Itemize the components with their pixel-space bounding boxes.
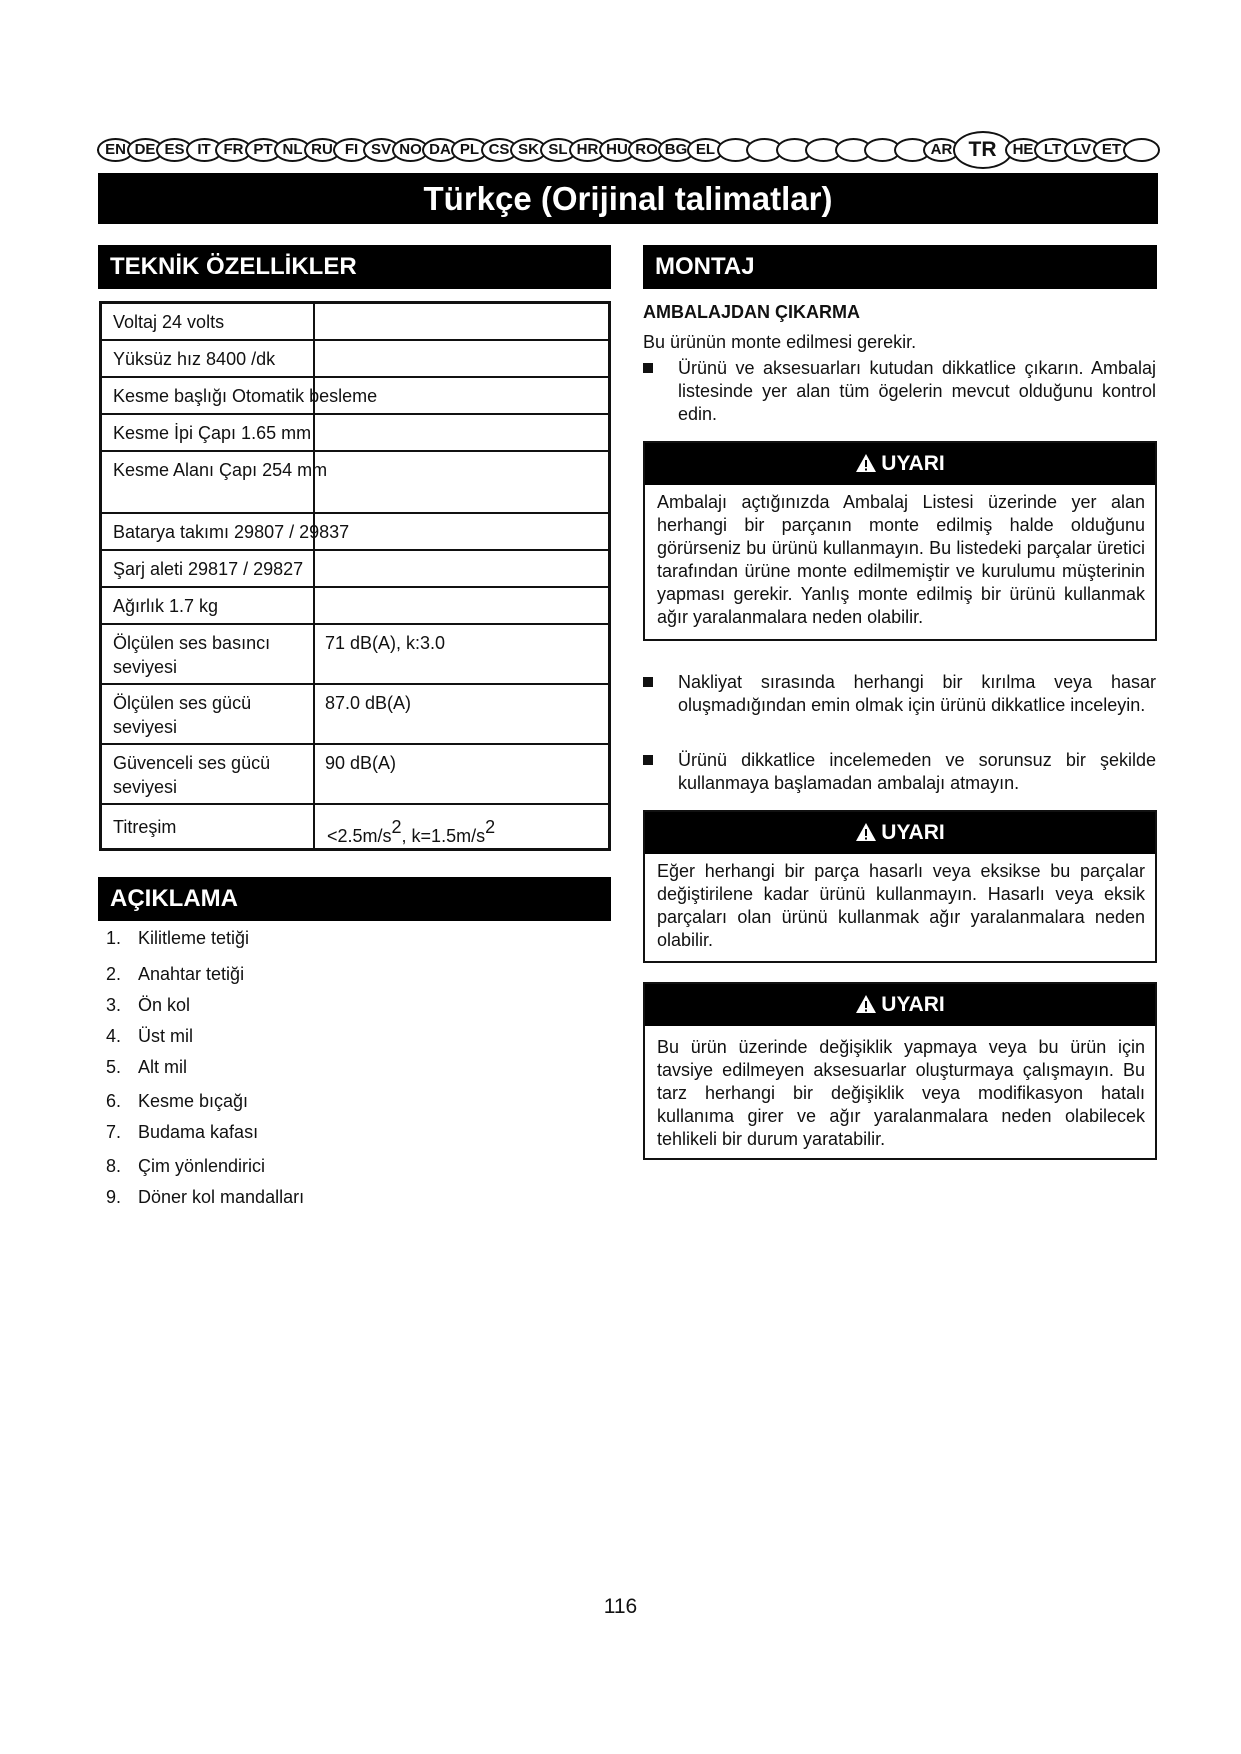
language-tab-sk[interactable]: SK [510, 138, 547, 162]
spec-label: Ölçülen ses gücü seviyesi [113, 693, 252, 737]
specs-heading: TEKNİK ÖZELLİKLER [98, 245, 611, 289]
intro-text: Bu ürünün monte edilmesi gerekir. [643, 332, 917, 352]
language-tab-nl[interactable]: NL [274, 138, 311, 162]
spec-row [102, 304, 608, 339]
spec-row [102, 683, 608, 743]
spec-row [102, 339, 608, 376]
page-title: Türkçe (Orijinal talimatlar) [98, 173, 1158, 224]
language-tab-en[interactable]: EN [97, 138, 134, 162]
warning-triangle-icon [855, 994, 877, 1014]
warning-header: UYARI [645, 812, 1155, 854]
spec-row [102, 413, 608, 450]
spec-value: 90 dB(A) [325, 753, 397, 773]
language-tab-hu[interactable]: HU [599, 138, 636, 162]
warning-header: UYARI [645, 984, 1155, 1026]
spec-value: 71 dB(A), k:3.0 [325, 633, 446, 653]
warning-triangle-icon [855, 822, 877, 842]
bullet-item: Ürünü dikkatlice incelemeden ve sorunsuz bir şekilde kullanmaya başlamadan ambalajı atmayın. [643, 749, 1156, 795]
language-tab-fi[interactable]: FI [333, 138, 370, 162]
language-tab-lv[interactable]: LV [1064, 138, 1101, 162]
warning-triangle-icon [855, 453, 877, 473]
spec-label: Titreşim [113, 817, 177, 837]
spec-text: Şarj aleti 29817 / 29827 [113, 559, 304, 579]
warning-text: Bu ürün üzerinde değişiklik yapmaya veya bu ürün için tavsiye edilmeyen aksesuarlar oluşturmaya çalışmayın. Bu tarz herhangi bir değişiklik veya modifikasyon hatalı kullanıma girer ve ağır yaralanmalara neden olabilecek tehlikeli bir durum yaratabilir. [657, 1037, 1145, 1149]
specs-table [99, 301, 611, 851]
warning-box [643, 441, 1157, 641]
spec-text: Kesme başlığı Otomatik besleme [113, 386, 378, 406]
unpacking-subheading: AMBALAJDAN ÇIKARMA [643, 302, 860, 322]
spec-label: Ölçülen ses basıncı seviyesi [113, 633, 271, 677]
warning-text: Eğer herhangi bir parça hasarlı veya eksikse bu parçalar değiştirilene kadar ürünü kullanmayın. Hasarlı veya eksik parçaları olan ürünü kullanmak ağır yaralanmalara neden olabilir. [657, 861, 1145, 950]
language-tab-ru[interactable]: RU [304, 138, 341, 162]
description-heading: AÇIKLAMA [98, 877, 611, 921]
language-tab-sv[interactable]: SV [363, 138, 400, 162]
language-tabs [97, 133, 1157, 167]
language-tab-lt[interactable]: LT [1034, 138, 1071, 162]
language-tab-cs[interactable]: CS [481, 138, 518, 162]
spec-value: 87.0 dB(A) [325, 693, 412, 713]
warning-box [643, 982, 1157, 1160]
language-tab-pt[interactable]: PT [245, 138, 282, 162]
spec-text: Ağırlık 1.7 kg [113, 596, 219, 616]
list-item: 9. Döner kol mandalları [106, 1187, 305, 1207]
page-number: 116 [603, 1595, 638, 1618]
list-item: 1. Kilitleme tetiği [106, 928, 250, 948]
bullet-square-icon [643, 363, 653, 373]
language-tab-sl[interactable]: SL [540, 138, 577, 162]
spec-row [102, 512, 608, 549]
language-tab-pl[interactable]: PL [451, 138, 488, 162]
spec-row [102, 623, 608, 683]
list-item: 5. Alt mil [106, 1057, 187, 1077]
spec-row [102, 450, 608, 512]
language-tab-it[interactable]: IT [186, 138, 223, 162]
language-tab-he[interactable]: HE [1005, 138, 1042, 162]
list-item: 8. Çim yönlendirici [106, 1156, 266, 1176]
bullet-item: Nakliyat sırasında herhangi bir kırılma veya hasar oluşmadığından emin olmak için ürünü dikkatlice inceleyin. [643, 671, 1156, 717]
language-tab-da[interactable]: DA [422, 138, 459, 162]
spec-text: Batarya takımı 29807 / 29837 [113, 522, 350, 542]
language-tab-active[interactable]: TR [953, 131, 1013, 169]
language-tab-fr[interactable]: FR [215, 138, 252, 162]
spec-text: Kesme Alanı Çapı 254 mm [113, 460, 328, 480]
warning-box [643, 810, 1157, 963]
language-tab-el[interactable]: EL [687, 138, 724, 162]
spec-text: Kesme İpi Çapı 1.65 mm [113, 423, 312, 443]
language-tab-et[interactable]: ET [1093, 138, 1130, 162]
warning-text: Ambalajı açtığınızda Ambalaj Listesi üzerinde yer alan herhangi bir parçanın monte edilmiş halde olduğunu görürseniz bu ürünü kullanmayın. Bu listedeki parçalar üretici tarafından ürüne monte edilmemiştir ve kurulumu müşterinin yapması gerekir. Yanlış monte edilmiş bir ürünü kullanmak ağır yaralanmalara neden olabilir. [657, 492, 1145, 627]
list-item: 6. Kesme bıçağı [106, 1091, 249, 1111]
spec-row [102, 743, 608, 803]
language-tab-de[interactable]: DE [127, 138, 164, 162]
spec-row [102, 376, 608, 413]
spec-row [102, 586, 608, 623]
warning-header: UYARI [645, 443, 1155, 485]
bullet-item: Ürünü ve aksesuarları kutudan dikkatlice çıkarın. Ambalaj listesinde yer alan tüm ögelerin mevcut olduğunu kontrol edin. [643, 357, 1156, 426]
language-tab-ar[interactable]: AR [923, 138, 960, 162]
spec-text: Yüksüz hız 8400 /dk [113, 349, 276, 369]
spec-row [102, 803, 608, 848]
language-tab-es[interactable]: ES [156, 138, 193, 162]
list-item: 3. Ön kol [106, 995, 191, 1015]
spec-value: $<2.5m/s^2$, $k=1.5m/s^2$ [327, 817, 496, 846]
language-tab-empty[interactable] [1123, 138, 1160, 162]
spec-text: Voltaj 24 volts [113, 312, 225, 332]
language-tab-no[interactable]: NO [392, 138, 429, 162]
language-tab-hr[interactable]: HR [569, 138, 606, 162]
list-item: 2. Anahtar tetiği [106, 964, 245, 984]
list-item: 7. Budama kafası [106, 1122, 259, 1142]
bullet-square-icon [643, 755, 653, 765]
spec-label: Güvenceli ses gücü seviyesi [113, 753, 271, 797]
list-item: 4. Üst mil [106, 1026, 193, 1046]
language-tab-bg[interactable]: BG [658, 138, 695, 162]
language-tab-ro[interactable]: RO [628, 138, 665, 162]
assembly-heading: MONTAJ [643, 245, 1157, 289]
bullet-square-icon [643, 677, 653, 687]
spec-row [102, 549, 608, 586]
